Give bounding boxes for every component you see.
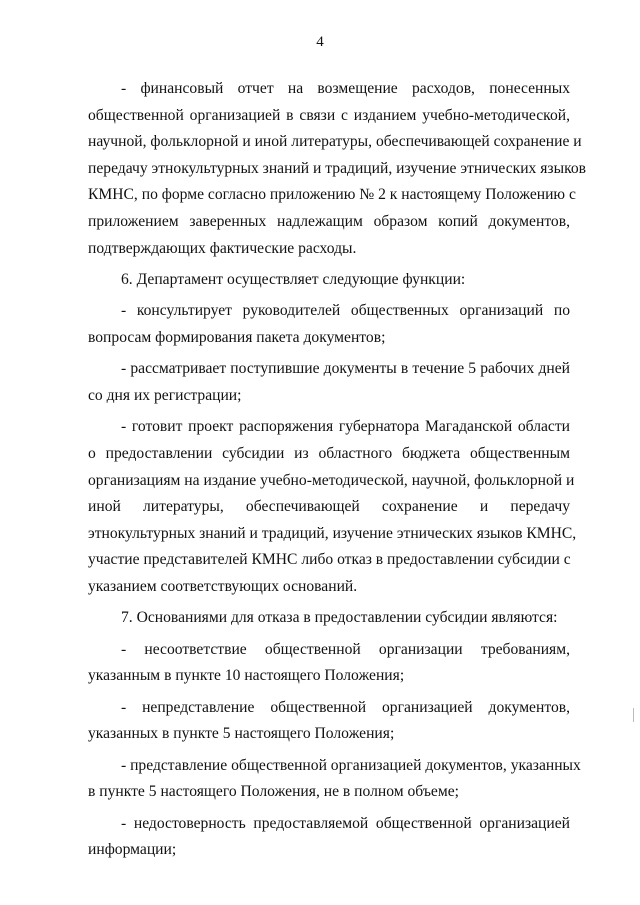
- text-line: - готовит проект распоряжения губернатора Магаданской области: [121, 418, 570, 436]
- paragraph-financial-report: [88, 76, 587, 262]
- text-line: о предоставлении субсидии из областного бюджета общественным: [88, 444, 570, 462]
- text-line: передачу этнокультурных знаний и традиций, изучение этнических языков: [88, 159, 587, 177]
- text-line: указанным в пункте 10 настоящего Положения;: [88, 667, 405, 685]
- paragraph-item-6-heading: [88, 267, 570, 294]
- text-line: вопросам формирования пакета документов;: [88, 328, 386, 346]
- text-line: участие представителей КМНС либо отказ в предоставлении субсидии с: [88, 551, 571, 569]
- text-line: - рассматривает поступившие документы в течение 5 рабочих дней: [121, 360, 570, 378]
- text-line: приложением заверенных надлежащим образом копий документов,: [88, 212, 570, 230]
- text-line: - несоответствие общественной организации требованиям,: [121, 640, 570, 658]
- paragraph-consults: [88, 298, 570, 351]
- text-line: - консультирует руководителей общественных организаций по: [121, 302, 570, 320]
- paragraph-prepares-order: [88, 414, 577, 600]
- text-line: 7. Основаниями для отказа в предоставлении субсидии являются:: [121, 609, 558, 627]
- paragraph-nonsubmission: [88, 695, 570, 748]
- text-line: подтверждающих фактические расходы.: [88, 239, 357, 257]
- paragraph-unreliable-information: [88, 811, 570, 864]
- text-line: этнокультурных знаний и традиций, изучение этнических языков КМНС,: [88, 524, 577, 542]
- paragraph-item-7-heading: [88, 605, 570, 632]
- text-line: - непредставление общественной организацией документов,: [121, 698, 570, 716]
- text-line: в пункте 5 настоящего Положения, не в полном объеме;: [88, 783, 459, 801]
- text-line: иной литературы, обеспечивающей сохранение и передачу: [88, 498, 570, 516]
- text-line: общественной организацией в связи с изданием учебно-методической,: [88, 106, 570, 124]
- text-line: КМНС, по форме согласно приложению № 2 к настоящему Положению с: [88, 186, 576, 204]
- text-line: - финансовый отчет на возмещение расходов, понесенных: [121, 80, 570, 97]
- text-line: - представление общественной организацией документов, указанных: [121, 756, 581, 774]
- paragraph-noncompliance: [88, 637, 570, 690]
- paragraph-reviews-documents: [88, 356, 570, 409]
- text-line: указанием соответствующих оснований.: [88, 577, 358, 595]
- scan-edge-mark: [633, 708, 634, 722]
- text-line: со дня их регистрации;: [88, 386, 242, 404]
- document-body: [88, 76, 587, 869]
- paragraph-incomplete-submission: [88, 753, 581, 806]
- page-number: 4: [316, 34, 324, 50]
- text-line: научной, фольклорной и иной литературы, обеспечивающей сохранение и: [88, 133, 582, 151]
- text-line: 6. Департамент осуществляет следующие функции:: [121, 270, 466, 288]
- text-line: указанных в пункте 5 настоящего Положения;: [88, 725, 395, 743]
- text-line: организациям на издание учебно-методической, научной, фольклорной и: [88, 471, 575, 489]
- text-line: - недостоверность предоставляемой общественной организацией: [121, 814, 570, 832]
- text-line: информации;: [88, 841, 177, 859]
